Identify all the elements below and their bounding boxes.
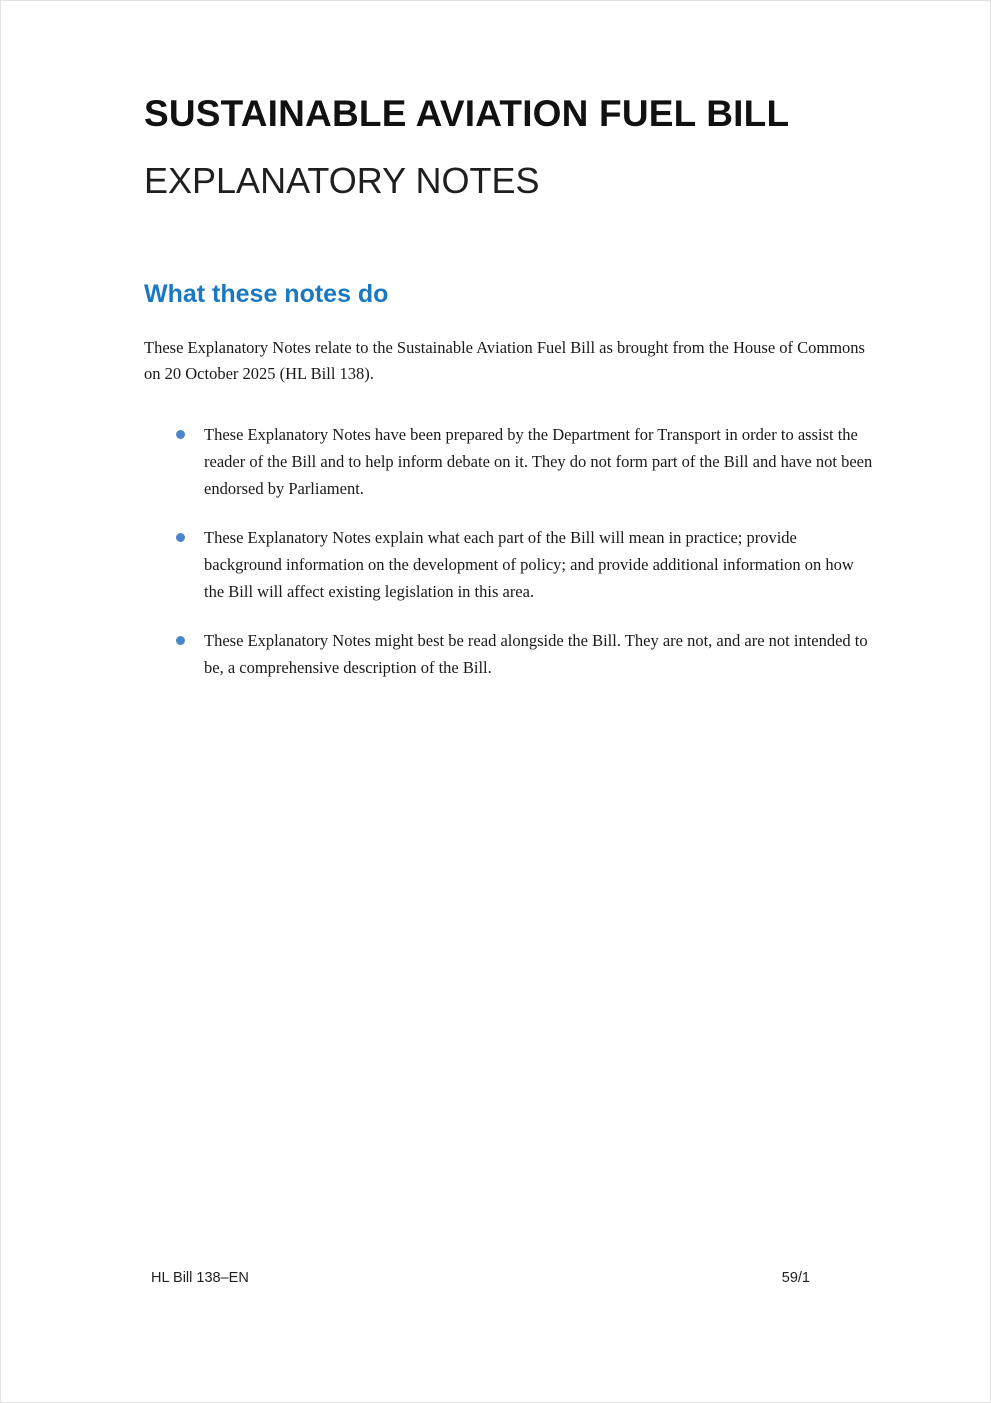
- page-footer: [151, 1270, 810, 1286]
- intro-paragraph: These Explanatory Notes relate to the Sustainable Aviation Fuel Bill as brought from the House of Commons on 20 October 2025 (HL Bill 138).: [144, 337, 865, 383]
- section-heading: What these notes do: [144, 279, 389, 308]
- bullet-text: These Explanatory Notes might best be read alongside the Bill. They are not, and are not intended to be, a comprehensive description of the Bill.: [204, 630, 868, 677]
- document-subtitle: EXPLANATORY NOTES: [144, 159, 540, 201]
- bullet-icon: [176, 533, 185, 542]
- bullet-text: These Explanatory Notes explain what each part of the Bill will mean in practice; provide background information on the development of policy; and provide additional information on how the Bill will affect existing legislation in this area.: [204, 527, 854, 601]
- document-title: SUSTAINABLE AVIATION FUEL BILL: [144, 93, 790, 134]
- bullet-list: [144, 421, 874, 681]
- list-item: [144, 524, 874, 605]
- list-item: [144, 627, 874, 681]
- bullet-icon: [176, 636, 185, 645]
- bullet-icon: [176, 430, 185, 439]
- document-content: [144, 93, 874, 703]
- list-item: [144, 421, 874, 502]
- footer-bill-number: HL Bill 138–EN: [151, 1270, 249, 1286]
- bullet-text: These Explanatory Notes have been prepared by the Department for Transport in order to assist the reader of the Bill and to help inform debate on it. They do not form part of the Bill and have not been endorsed by Parliament.: [204, 424, 873, 498]
- footer-page-number: 59/1: [781, 1270, 810, 1286]
